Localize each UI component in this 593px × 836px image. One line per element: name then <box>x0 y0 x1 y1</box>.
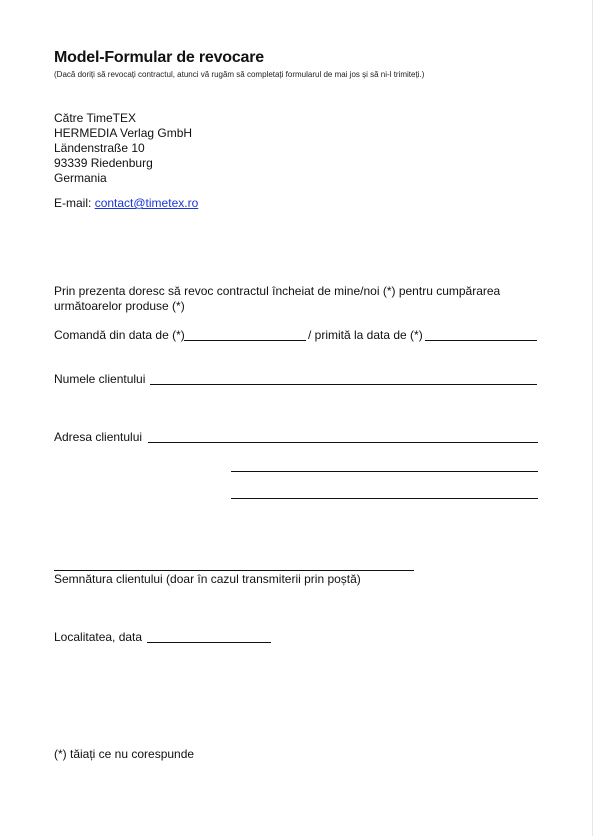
received-date-label: / primită la data de (*) <box>308 328 423 342</box>
email-row <box>54 196 198 211</box>
recipient-line: Germania <box>54 171 107 185</box>
order-date-label: Comandă din data de (*) <box>54 328 185 342</box>
customer-address-field-2[interactable] <box>231 471 538 472</box>
recipient-line: 93339 Riedenburg <box>54 156 153 170</box>
signature-field[interactable] <box>54 570 414 571</box>
received-date-field[interactable] <box>425 340 537 341</box>
recipient-line: Ländenstraße 10 <box>54 141 145 155</box>
customer-address-field-1[interactable] <box>148 442 538 443</box>
recipient-line: Către TimeTEX <box>54 111 137 125</box>
place-date-label: Localitatea, data <box>54 630 143 644</box>
page-title: Model-Formular de revocare <box>54 49 264 66</box>
customer-name-field[interactable] <box>150 384 537 385</box>
recipient-line: HERMEDIA Verlag GmbH <box>54 126 193 140</box>
intro-text: Prin prezenta doresc să revoc contractul încheiat de mine/noi (*) pentru cumpărarea următoarelor produse (*) <box>54 284 501 313</box>
order-date-field[interactable] <box>184 340 306 341</box>
page-subtitle: (Dacă doriți să revocați contractul, atunci vă rugăm să completați formularul de mai jos și să ni-l trimiteți.) <box>54 70 425 79</box>
email-link[interactable]: contact@timetex.ro <box>94 196 199 210</box>
place-date-field[interactable] <box>147 642 271 643</box>
email-label: E-mail: <box>54 196 92 210</box>
recipient-address <box>54 111 192 186</box>
customer-address-field-3[interactable] <box>231 498 538 499</box>
signature-label: Semnătura clientului (doar în cazul transmiterii prin poștă) <box>54 572 361 586</box>
customer-address-label: Adresa clientului <box>54 430 143 444</box>
footnote: (*) tăiați ce nu corespunde <box>54 747 195 761</box>
customer-name-label: Numele clientului <box>54 372 146 386</box>
